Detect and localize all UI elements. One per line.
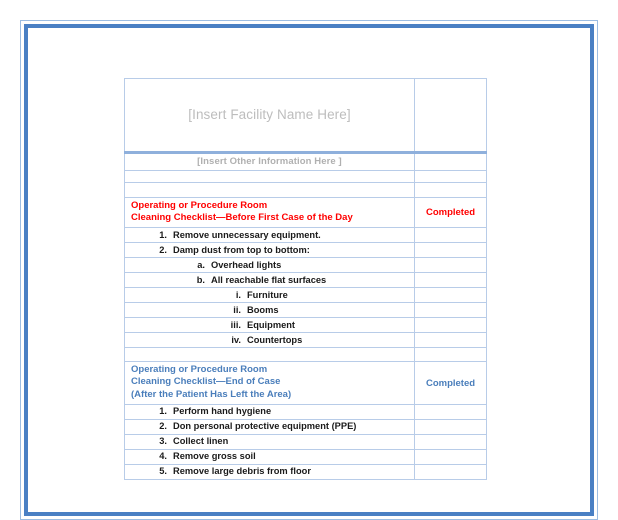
checklist-item-text: [125, 319, 414, 332]
checklist-item-row: [125, 288, 487, 303]
checklist-item-row: [125, 258, 487, 273]
section-title-line: Operating or Procedure Room: [131, 200, 268, 211]
section-title-cell-before-first-case[interactable]: [125, 198, 415, 228]
item-label: Don personal protective equipment (PPE): [173, 421, 357, 432]
item-marker: iii.: [230, 319, 241, 330]
section-title-line: Operating or Procedure Room: [131, 364, 268, 376]
facility-header-row: [125, 79, 487, 153]
checklist-item-checkbox-cell[interactable]: [415, 243, 487, 258]
section-header-row-end-of-case: [125, 362, 487, 404]
section-title-cell-end-of-case[interactable]: [125, 362, 415, 404]
item-label: Equipment: [247, 319, 296, 330]
completed-label-end-of-case: Completed: [425, 377, 476, 389]
item-label: Collect linen: [173, 436, 229, 447]
checklist-item-checkbox-cell[interactable]: [415, 404, 487, 419]
checklist-item-cell[interactable]: [125, 464, 415, 479]
checklist-item-checkbox-cell[interactable]: [415, 434, 487, 449]
checklist-item-cell[interactable]: [125, 288, 415, 303]
checklist-item-cell[interactable]: [125, 258, 415, 273]
checklist-item-text: [125, 304, 414, 317]
checklist-item-checkbox-cell[interactable]: [415, 258, 487, 273]
section-title-line: (After the Patient Has Left the Area): [131, 388, 292, 400]
checklist-item-row: [125, 243, 487, 258]
checklist-item-row: [125, 303, 487, 318]
checklist-item-row: [125, 318, 487, 333]
blank-cell[interactable]: [415, 171, 487, 183]
other-info-cell[interactable]: [125, 153, 415, 171]
section-header-row-before-first-case: [125, 198, 487, 228]
checklist-item-text: [125, 435, 414, 448]
other-info-blank-cell[interactable]: [415, 153, 487, 171]
checklist-item-row: [125, 464, 487, 479]
item-marker: 2.: [159, 421, 167, 432]
checklist-item-row: [125, 404, 487, 419]
facility-header-blank-cell[interactable]: [415, 79, 487, 153]
checklist-item-cell[interactable]: [125, 273, 415, 288]
checklist-item-text: [125, 244, 414, 257]
checklist-item-text: [125, 405, 414, 418]
checklist-document: [124, 78, 486, 480]
checklist-item-checkbox-cell[interactable]: [415, 303, 487, 318]
checklist-item-text: [125, 450, 414, 463]
item-label: Countertops: [247, 334, 303, 345]
checklist-item-cell[interactable]: [125, 419, 415, 434]
checklist-item-row: [125, 449, 487, 464]
checklist-item-row: [125, 228, 487, 243]
checklist-item-checkbox-cell[interactable]: [415, 464, 487, 479]
section-title-end-of-case: [125, 362, 414, 403]
checklist-item-checkbox-cell[interactable]: [415, 449, 487, 464]
checklist-item-text: [125, 274, 414, 287]
section-title-line: Cleaning Checklist—Before First Case of the Day: [131, 212, 353, 224]
checklist-item-text: [125, 420, 414, 433]
item-marker: 4.: [159, 451, 167, 462]
section-spacer-row: [125, 348, 487, 362]
checklist-item-cell[interactable]: [125, 449, 415, 464]
item-marker: a.: [197, 259, 205, 270]
checklist-item-row: [125, 419, 487, 434]
blank-row: [125, 183, 487, 198]
checklist-item-cell[interactable]: [125, 243, 415, 258]
checklist-item-text: [125, 465, 414, 478]
blank-cell[interactable]: [415, 183, 487, 198]
completed-header-cell-end-of-case[interactable]: [415, 362, 487, 404]
other-info-row: [125, 153, 487, 171]
blank-cell[interactable]: [125, 348, 415, 362]
item-marker: 5.: [159, 466, 167, 477]
item-label: Damp dust from top to bottom:: [173, 244, 310, 255]
item-label: Remove gross soil: [173, 451, 256, 462]
checklist-item-checkbox-cell[interactable]: [415, 273, 487, 288]
checklist-item-row: [125, 434, 487, 449]
checklist-item-text: [125, 334, 414, 347]
item-marker: ii.: [233, 304, 241, 315]
checklist-item-cell[interactable]: [125, 303, 415, 318]
item-marker: 1.: [159, 229, 167, 240]
checklist-item-checkbox-cell[interactable]: [415, 419, 487, 434]
checklist-item-cell[interactable]: [125, 333, 415, 348]
checklist-item-checkbox-cell[interactable]: [415, 288, 487, 303]
checklist-item-checkbox-cell[interactable]: [415, 228, 487, 243]
section-title-line: Cleaning Checklist—End of Case: [131, 376, 281, 388]
item-marker: i.: [235, 289, 241, 300]
item-marker: 1.: [159, 406, 167, 417]
checklist-item-text: [125, 259, 414, 272]
checklist-item-cell[interactable]: [125, 434, 415, 449]
item-label: Perform hand hygiene: [173, 406, 272, 417]
checklist-item-row: [125, 273, 487, 288]
checklist-item-text: [125, 229, 414, 242]
item-marker: 2.: [159, 244, 167, 255]
checklist-item-row: [125, 333, 487, 348]
item-marker: b.: [196, 274, 205, 285]
facility-name-cell[interactable]: [125, 79, 415, 153]
facility-name-placeholder: [Insert Facility Name Here]: [188, 106, 351, 122]
checklist-item-cell[interactable]: [125, 404, 415, 419]
blank-cell[interactable]: [125, 183, 415, 198]
completed-label-before-first-case: Completed: [425, 207, 476, 219]
section-title-before-first-case: [125, 198, 414, 227]
item-label: All reachable flat surfaces: [211, 274, 327, 285]
item-label: Remove unnecessary equipment.: [173, 229, 321, 240]
item-marker: iv.: [231, 334, 241, 345]
item-label: Overhead lights: [211, 259, 282, 270]
checklist-item-checkbox-cell[interactable]: [415, 333, 487, 348]
completed-header-cell-before-first-case[interactable]: [415, 198, 487, 228]
other-info-placeholder: [Insert Other Information Here ]: [197, 156, 342, 167]
blank-cell[interactable]: [415, 348, 487, 362]
blank-row: [125, 171, 487, 183]
checklist-item-cell[interactable]: [125, 228, 415, 243]
checklist-item-cell[interactable]: [125, 318, 415, 333]
item-label: Booms: [247, 304, 279, 315]
item-marker: 3.: [159, 436, 167, 447]
item-label: Furniture: [247, 289, 288, 300]
blank-cell[interactable]: [125, 171, 415, 183]
item-label: Remove large debris from floor: [173, 466, 311, 477]
checklist-item-text: [125, 289, 414, 302]
checklist-item-checkbox-cell[interactable]: [415, 318, 487, 333]
checklist-table: [124, 78, 487, 480]
